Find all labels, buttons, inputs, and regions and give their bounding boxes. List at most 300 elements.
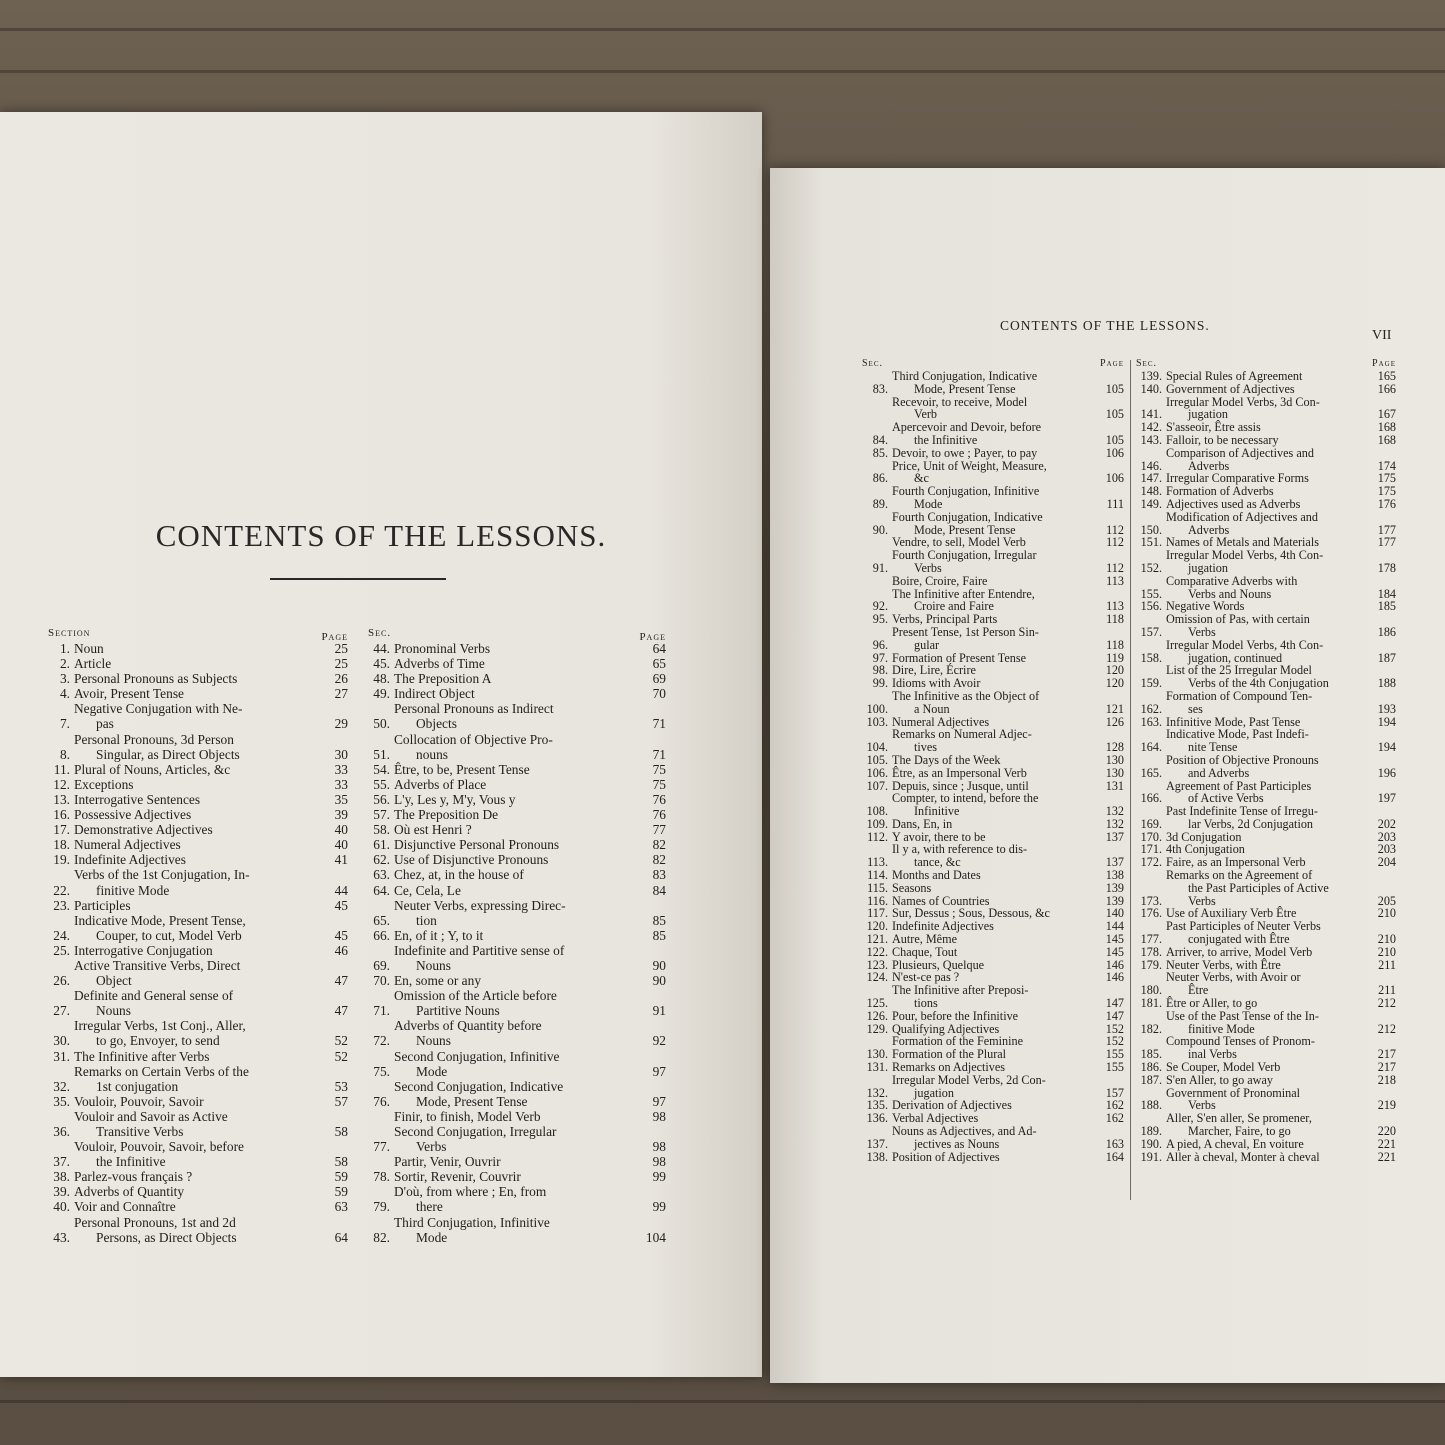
page-ref: 97 — [652, 1093, 666, 1109]
page-ref: 152 — [1105, 1021, 1124, 1036]
entry-title-line: Irregular Model Verbs, 2d Con- — [892, 1072, 1046, 1087]
entry-title — [892, 818, 1096, 831]
section-number: 113. — [867, 855, 888, 870]
entry-title — [394, 883, 638, 898]
entry-title-line: Agreement of Past Participles — [1166, 778, 1312, 793]
entry-title — [1166, 396, 1368, 422]
section-number: 69. — [373, 957, 390, 973]
contents-entry — [1136, 728, 1396, 754]
contents-column-right-1 — [862, 358, 1124, 1163]
contents-entry — [48, 701, 348, 731]
page-ref: 137 — [1105, 855, 1124, 870]
contents-entry — [862, 754, 1124, 767]
entry-title-line: ses — [1188, 701, 1203, 716]
section-number: 117. — [867, 906, 888, 921]
entry-title — [394, 656, 638, 671]
entry-title-line: Indirect Object — [394, 686, 475, 702]
section-number: 156. — [1140, 599, 1162, 614]
entry-title — [1166, 447, 1368, 473]
entry-title — [1166, 997, 1368, 1010]
entry-title-line: Adverbs of Place — [394, 776, 487, 792]
entry-title — [892, 396, 1096, 422]
section-number: 181. — [1140, 996, 1162, 1011]
section-number: 115. — [867, 880, 888, 895]
page-ref: 113 — [1106, 599, 1124, 614]
section-number: 124. — [866, 970, 888, 985]
entry-title-line: Sur, Dessus ; Sous, Dessous, &c — [892, 906, 1050, 921]
entry-title-line: Use of Disjunctive Pronouns — [394, 852, 549, 868]
entry-title-line: Arriver, to arrive, Model Verb — [1166, 944, 1313, 959]
entry-title-line: Fourth Conjugation, Irregular — [892, 548, 1037, 563]
column-header — [48, 626, 348, 641]
entry-title-line: Verbs, Principal Parts — [892, 612, 998, 627]
contents-entry — [1136, 1112, 1396, 1138]
entry-title-line: Falloir, to be necessary — [1166, 432, 1279, 447]
entry-title-line: Indefinite and Partitive sense of — [394, 942, 565, 958]
section-number: 169. — [1140, 816, 1162, 831]
page-ref: 40 — [334, 837, 348, 853]
section-number: 166. — [1140, 791, 1162, 806]
page-ref: 205 — [1377, 893, 1396, 908]
contents-entry — [862, 677, 1124, 690]
contents-entry — [862, 485, 1124, 511]
entry-title — [74, 1199, 320, 1214]
entry-title-line: Third Conjugation, Indicative — [892, 369, 1038, 383]
section-number: 16. — [53, 807, 70, 823]
entry-title — [892, 588, 1096, 614]
entry-title-line: Exceptions — [74, 776, 134, 792]
contents-entry — [1136, 920, 1396, 946]
entry-title-line: Pronominal Verbs — [394, 641, 491, 656]
page-ref: 185 — [1377, 599, 1396, 614]
entry-title-line: Possessive Adjectives — [74, 807, 192, 823]
entry-title-line: Personal Pronouns, 3d Person — [74, 731, 234, 747]
page-ref: 33 — [334, 776, 348, 792]
entry-title — [892, 511, 1096, 537]
entry-title-line: The Preposition A — [394, 671, 492, 687]
page-ref: 104 — [645, 1229, 666, 1245]
running-head: CONTENTS OF THE LESSONS. — [1000, 318, 1210, 333]
section-number: 72. — [373, 1033, 390, 1049]
entry-title — [1166, 869, 1368, 907]
page-ref: 196 — [1377, 765, 1396, 780]
contents-entry — [1136, 805, 1396, 831]
section-number: 27. — [53, 1003, 70, 1019]
entry-title — [394, 701, 638, 731]
entry-title — [394, 1018, 638, 1048]
contents-entry — [48, 671, 348, 686]
entry-title — [1166, 971, 1368, 997]
entry-title — [74, 913, 320, 943]
entry-title — [1166, 434, 1368, 447]
entry-title-line: of Active Verbs — [1188, 791, 1264, 806]
entry-title-line: Être, as an Impersonal Verb — [892, 765, 1027, 780]
section-number: 95. — [872, 612, 888, 627]
entry-title-line: Object — [96, 973, 132, 989]
wood-grain — [0, 28, 1445, 31]
entry-title — [892, 1151, 1096, 1164]
section-number: 49. — [373, 686, 390, 702]
entry-title — [892, 767, 1096, 780]
entry-title-line: Formation of the Feminine — [892, 1034, 1023, 1049]
entry-title-line: Autre, Même — [892, 932, 957, 947]
entry-title — [892, 754, 1096, 767]
contents-column-right-2 — [1136, 358, 1396, 1163]
section-number: 191. — [1140, 1149, 1162, 1164]
entry-title-line: Il y a, with reference to dis- — [892, 842, 1028, 857]
entry-title-line: L'y, Les y, M'y, Vous y — [394, 791, 516, 807]
section-number: 120. — [866, 919, 888, 934]
entry-title-line: Chez, at, in the house of — [394, 867, 524, 883]
entry-title — [1166, 1112, 1368, 1138]
contents-entry — [862, 843, 1124, 869]
entry-title — [74, 656, 320, 671]
entry-title — [1166, 1151, 1368, 1164]
section-number: 55. — [373, 776, 390, 792]
entry-title-line: Qualifying Adjectives — [892, 1021, 1000, 1036]
contents-column-left-2 — [368, 626, 666, 1245]
page-ref: 85 — [652, 912, 666, 928]
page-ref: 113 — [1106, 573, 1124, 588]
page-ref: 210 — [1377, 944, 1396, 959]
entry-title — [1166, 664, 1368, 690]
entry-title-line: Indicative Mode, Present Tense, — [74, 912, 246, 928]
contents-entry — [1136, 690, 1396, 716]
page-ref: 105 — [1105, 432, 1124, 447]
entry-title — [74, 1139, 320, 1169]
page-ref: 112 — [1106, 535, 1124, 550]
entry-title — [892, 882, 1096, 895]
section-header-label: Section — [48, 627, 91, 639]
page-ref: 175 — [1377, 484, 1396, 499]
entry-title-line: jugation — [1188, 560, 1228, 575]
section-number: 148. — [1140, 484, 1162, 499]
section-number: 61. — [373, 837, 390, 853]
section-number: 130. — [866, 1047, 888, 1062]
contents-entry — [862, 882, 1124, 895]
contents-entry — [48, 1215, 348, 1245]
page-ref: 131 — [1105, 778, 1124, 793]
entry-title-line: Mode, Present Tense — [914, 522, 1016, 537]
contents-entry — [368, 1124, 666, 1154]
entry-title-line: Formation of the Plural — [892, 1047, 1007, 1062]
page-ref: 82 — [652, 852, 666, 868]
page-ref: 165 — [1377, 369, 1396, 383]
section-number: 18. — [53, 837, 70, 853]
entry-title — [394, 973, 638, 988]
entry-title-line: Verbal Adjectives — [892, 1111, 979, 1126]
entry-title-line: Government of Adjectives — [1166, 381, 1295, 396]
page-ref: 59 — [334, 1169, 348, 1185]
entry-title-line: Third Conjugation, Infinitive — [394, 1214, 550, 1230]
contents-entry — [368, 852, 666, 867]
contents-entry — [862, 792, 1124, 818]
page-ref: 47 — [334, 1003, 348, 1019]
entry-title-line: Être — [1188, 983, 1209, 998]
section-number: 36. — [53, 1124, 70, 1139]
page-ref: 184 — [1377, 586, 1396, 601]
entry-title — [892, 677, 1096, 690]
entry-title — [394, 1169, 638, 1184]
page-ref: 120 — [1105, 676, 1124, 691]
entry-title — [1166, 549, 1368, 575]
column-header — [1136, 358, 1396, 370]
entry-title-line: Present Tense, 1st Person Sin- — [892, 624, 1039, 639]
entry-title — [1166, 511, 1368, 537]
section-number: 159. — [1140, 676, 1162, 691]
contents-entry — [862, 421, 1124, 447]
entry-title-line: A pied, A cheval, En voiture — [1166, 1136, 1304, 1151]
section-number: 62. — [373, 852, 390, 868]
contents-entry — [1136, 1087, 1396, 1113]
entry-title — [892, 933, 1096, 946]
page-ref: 44 — [334, 882, 348, 898]
contents-entry — [1136, 997, 1396, 1010]
entry-title — [1166, 1138, 1368, 1151]
section-number: 23. — [53, 897, 70, 913]
entry-title-line: Personal Pronouns as Indirect — [394, 701, 554, 717]
section-number: 112. — [867, 829, 888, 844]
entry-title-line: Omission of the Article before — [394, 988, 557, 1004]
section-number: 125. — [866, 996, 888, 1011]
page-ref: 145 — [1105, 932, 1124, 947]
page-ref: 90 — [652, 957, 666, 973]
contents-entry — [1136, 1138, 1396, 1151]
entry-title — [394, 641, 638, 656]
page-ref: 77 — [652, 822, 666, 838]
entry-title-line: tions — [914, 996, 938, 1011]
contents-entry — [1136, 664, 1396, 690]
page-ref: 178 — [1377, 560, 1396, 575]
entry-title-line: Demonstrative Adjectives — [74, 822, 213, 838]
contents-entry — [368, 1184, 666, 1214]
page-ref: 30 — [334, 746, 348, 762]
section-number: 157. — [1140, 624, 1162, 639]
entry-title-line: Past Participles of Neuter Verbs — [1166, 919, 1321, 934]
entry-title-line: Remarks on Adjectives — [892, 1060, 1006, 1075]
section-number: 178. — [1140, 944, 1162, 959]
page-ref: 76 — [652, 807, 666, 823]
entry-title-line: Couper, to cut, Model Verb — [96, 927, 242, 943]
section-number: 78. — [373, 1169, 390, 1185]
entry-title-line: Indefinite Adjectives — [892, 919, 994, 934]
contents-entry — [368, 1049, 666, 1079]
contents-entry — [862, 460, 1124, 486]
section-number: 35. — [53, 1093, 70, 1109]
entry-title-line: nite Tense — [1188, 740, 1238, 755]
entry-title-line: Remarks on Numeral Adjec- — [892, 727, 1032, 742]
page-ref: 58 — [334, 1124, 348, 1139]
entry-title — [394, 822, 638, 837]
entry-title-line: Vendre, to sell, Model Verb — [892, 535, 1026, 550]
entry-title-line: Verbs — [1188, 893, 1216, 908]
entry-title — [394, 1109, 638, 1124]
entry-title-line: Government of Pronominal — [1166, 1085, 1301, 1100]
entry-title — [74, 671, 320, 686]
section-number: 76. — [373, 1093, 390, 1109]
entry-title — [1166, 1074, 1368, 1087]
contents-entry — [1136, 1074, 1396, 1087]
page-ref: 65 — [652, 656, 666, 672]
section-number: 89. — [872, 496, 888, 511]
page-ref: 202 — [1377, 816, 1396, 831]
entry-title-line: Special Rules of Agreement — [1166, 369, 1303, 383]
entry-title-line: Neuter Verbs, with Avoir or — [1166, 970, 1301, 985]
entry-title — [892, 792, 1096, 818]
contents-entry — [368, 686, 666, 701]
contents-entry — [368, 701, 666, 731]
section-number: 142. — [1140, 420, 1162, 435]
page-ref: 194 — [1377, 740, 1396, 755]
section-number: 4. — [59, 686, 70, 702]
entry-title-line: Fourth Conjugation, Infinitive — [892, 484, 1040, 499]
entry-title-line: Article — [74, 656, 112, 672]
page-ref: 221 — [1377, 1136, 1396, 1151]
page-ref: 33 — [334, 761, 348, 777]
page-ref: 99 — [652, 1199, 666, 1215]
section-number: 13. — [53, 791, 70, 807]
entry-title — [892, 485, 1096, 511]
section-number: 104. — [866, 740, 888, 755]
entry-title-line: Vouloir and Savoir as Active — [74, 1108, 228, 1124]
contents-entry — [48, 1049, 348, 1064]
section-number: 185. — [1140, 1047, 1162, 1062]
contents-entry — [1136, 780, 1396, 806]
page-ref: 155 — [1105, 1060, 1124, 1075]
entry-title-line: The Infinitive as the Object of — [892, 688, 1040, 703]
wood-grain — [0, 70, 1445, 73]
page-ref: 130 — [1105, 752, 1124, 767]
entry-title-line: Recevoir, to receive, Model — [892, 394, 1028, 409]
page-ref: 203 — [1377, 842, 1396, 857]
entry-title-line: Infinitive Mode, Past Tense — [1166, 714, 1301, 729]
contents-entry — [48, 1169, 348, 1184]
section-number: 98. — [872, 663, 888, 678]
page-ref: 69 — [652, 671, 666, 687]
page-header-label: Page — [1372, 358, 1396, 369]
entry-title-line: Negative Words — [1166, 599, 1245, 614]
page-ref: 152 — [1105, 1034, 1124, 1049]
entry-title-line: Numeral Adjectives — [74, 837, 181, 853]
section-number: 22. — [53, 882, 70, 898]
contents-entry — [862, 1010, 1124, 1023]
contents-entry — [48, 837, 348, 852]
contents-entry — [862, 690, 1124, 716]
contents-entry — [48, 867, 348, 897]
contents-entry — [368, 928, 666, 943]
page-ref: 139 — [1105, 880, 1124, 895]
entry-title-line: Depuis, since ; Jusque, until — [892, 778, 1029, 793]
page-ref: 82 — [652, 837, 666, 853]
entry-title-line: Remarks on the Agreement of — [1166, 868, 1313, 883]
section-number: 50. — [373, 716, 390, 732]
contents-entry — [1136, 383, 1396, 396]
contents-entry — [368, 656, 666, 671]
entry-title-line: Seasons — [892, 880, 932, 895]
page-ref: 57 — [334, 1093, 348, 1109]
contents-entry — [368, 777, 666, 792]
entry-title — [74, 1049, 320, 1064]
entry-title-line: Objects — [416, 716, 457, 732]
section-number: 8. — [59, 746, 70, 762]
section-number: 25. — [53, 942, 70, 958]
section-number: 172. — [1140, 855, 1162, 870]
entry-title-line: Formation of Present Tense — [892, 650, 1026, 665]
entry-title-line: Apercevoir and Devoir, before — [892, 420, 1042, 435]
entry-title-line: Personal Pronouns as Subjects — [74, 671, 238, 687]
contents-entry — [368, 943, 666, 973]
entry-title — [394, 867, 638, 882]
entry-title-line: Adjectives used as Adverbs — [1166, 496, 1301, 511]
section-number: 136. — [866, 1111, 888, 1126]
entry-title — [892, 843, 1096, 869]
entry-title — [892, 626, 1096, 652]
page-ref: 106 — [1105, 471, 1124, 486]
contents-entry — [48, 1018, 348, 1048]
contents-entry — [862, 1074, 1124, 1100]
contents-entry — [368, 867, 666, 882]
entry-title — [74, 792, 320, 807]
contents-entry — [368, 1169, 666, 1184]
page-ref: 139 — [1105, 893, 1124, 908]
contents-entry — [1136, 447, 1396, 473]
entry-title-line: Months and Dates — [892, 868, 981, 883]
entry-title-line: En, some or any — [394, 973, 482, 989]
contents-entry — [1136, 511, 1396, 537]
entry-title — [394, 686, 638, 701]
entry-title-line: jugation — [1188, 407, 1228, 422]
page-ref: 188 — [1377, 676, 1396, 691]
entry-title — [74, 1184, 320, 1199]
page-ref: 175 — [1377, 471, 1396, 486]
entry-title — [394, 732, 638, 762]
contents-entry — [862, 588, 1124, 614]
section-number: 186. — [1140, 1060, 1162, 1075]
entry-title-line: jectives as Nouns — [914, 1136, 1000, 1151]
section-number: 132. — [866, 1085, 888, 1100]
page-ref: 163 — [1105, 1136, 1124, 1151]
entry-title-line: Personal Pronouns, 1st and 2d — [74, 1214, 236, 1230]
section-number: 39. — [53, 1184, 70, 1200]
section-number: 129. — [866, 1021, 888, 1036]
entry-title-line: Nouns as Adjectives, and Ad- — [892, 1124, 1037, 1139]
contents-entry — [48, 1199, 348, 1214]
entry-title-line: Adverbs of Time — [394, 656, 485, 672]
entry-title-line: Mode, Present Tense — [416, 1093, 528, 1109]
page-ref: 217 — [1377, 1047, 1396, 1062]
entry-title-line: Negative Conjugation with Ne- — [74, 701, 243, 717]
entry-title-line: Nouns — [96, 1003, 131, 1019]
contents-entry — [1136, 396, 1396, 422]
contents-entry — [862, 933, 1124, 946]
entry-title-line: Mode — [914, 496, 943, 511]
entry-title-line: Avoir, Present Tense — [74, 686, 184, 702]
section-number: 31. — [53, 1048, 70, 1064]
entry-title — [1166, 639, 1368, 665]
page-ref: 39 — [334, 807, 348, 823]
page-ref: 176 — [1377, 496, 1396, 511]
entry-title-line: &c — [914, 471, 929, 486]
contents-entry — [1136, 971, 1396, 997]
page-ref: 138 — [1105, 868, 1124, 883]
section-number: 37. — [53, 1154, 70, 1170]
contents-entry — [48, 686, 348, 701]
section-number: 57. — [373, 807, 390, 823]
page-ref: 83 — [652, 867, 666, 883]
page-ref: 35 — [334, 791, 348, 807]
column-header — [368, 626, 666, 641]
section-number: 66. — [373, 927, 390, 943]
